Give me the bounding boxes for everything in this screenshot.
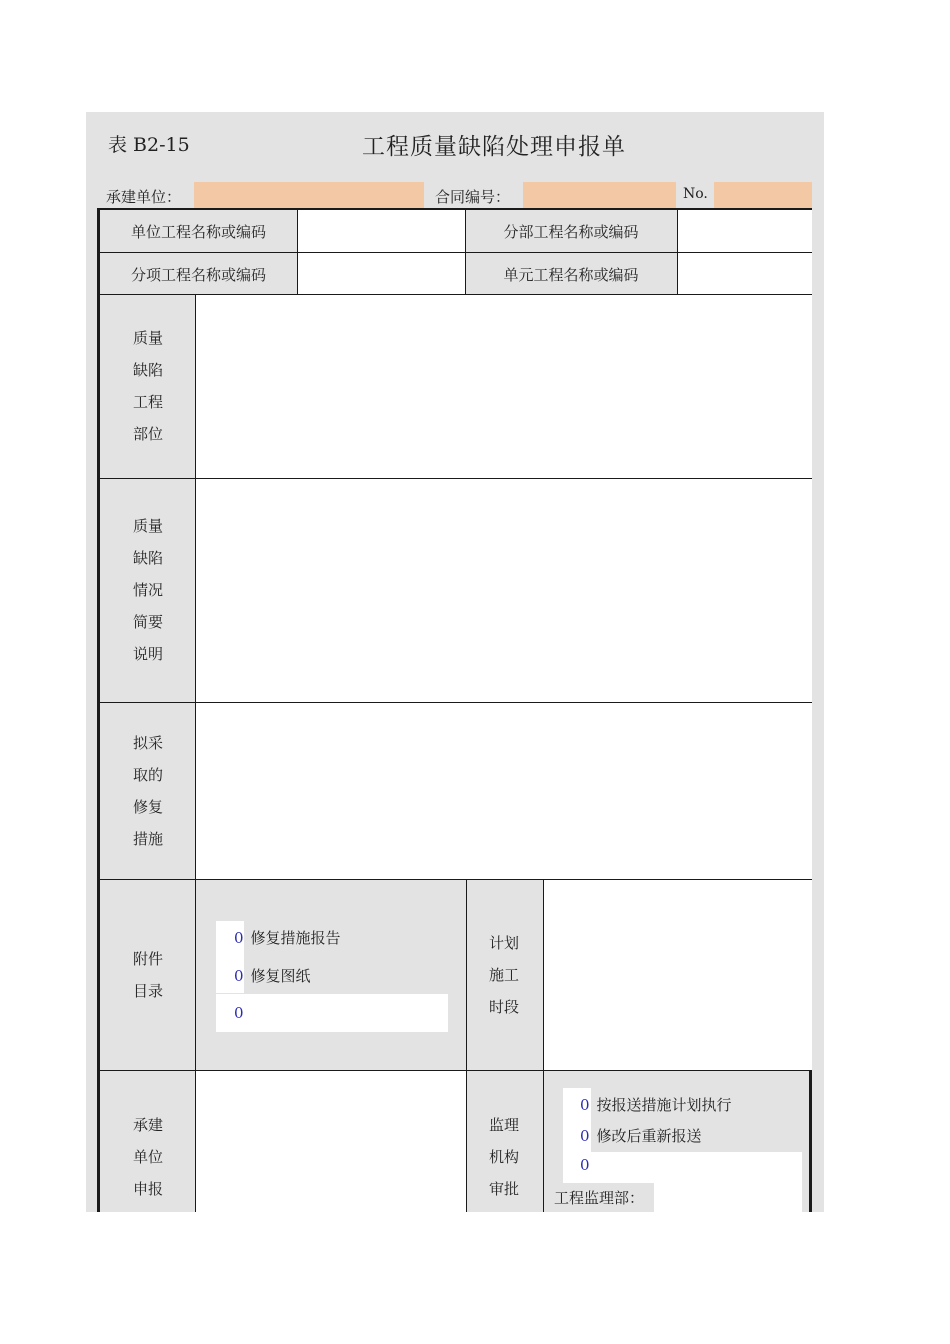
repair-measures-label [128, 727, 168, 855]
element-project-label: 单元工程名称或编码 [503, 266, 639, 284]
contractor-field[interactable] [194, 182, 424, 208]
label-line: 取的 [132, 766, 163, 784]
division-project-label: 分部工程名称或编码 [503, 223, 639, 241]
label-line: 质量 [132, 329, 163, 347]
division-project-input[interactable] [677, 210, 812, 252]
label-line: 拟采 [132, 734, 163, 752]
grid-line [465, 210, 466, 294]
grid-line [100, 702, 812, 703]
option-label: 修复图纸 [250, 967, 311, 985]
label-line: 简要 [132, 613, 163, 631]
label-line: 施工 [488, 966, 519, 984]
supervision-approval-label [484, 1109, 524, 1205]
label-line: 审批 [488, 1180, 519, 1198]
form-title: 工程质量缺陷处理申报单 [362, 134, 626, 160]
contract-no-field[interactable] [523, 182, 676, 208]
defect-location-input[interactable] [196, 294, 812, 478]
item-project-label: 分项工程名称或编码 [130, 266, 266, 284]
contractor-declaration-label [128, 1109, 168, 1205]
label-line: 质量 [132, 517, 163, 535]
grid-line [297, 210, 298, 294]
label-line: 说明 [132, 645, 163, 663]
label-line: 时段 [488, 998, 519, 1016]
label-line: 计划 [488, 934, 519, 952]
attachments-label [128, 943, 168, 1007]
no-field[interactable] [714, 182, 812, 208]
grid-line [677, 210, 678, 294]
label-line: 附件 [132, 950, 163, 968]
element-project-input[interactable] [677, 252, 812, 294]
grid-line [100, 294, 812, 295]
grid-line [100, 478, 812, 479]
label-line: 机构 [488, 1148, 519, 1166]
contractor-label: 承建单位： [106, 188, 182, 206]
label-line: 承建 [132, 1116, 163, 1134]
defect-description-input[interactable] [196, 478, 812, 702]
label-line: 申报 [132, 1180, 163, 1198]
label-line: 目录 [132, 982, 163, 1000]
label-line: 单位 [132, 1148, 163, 1166]
label-line: 监理 [488, 1116, 519, 1134]
supervisor-label: 工程监理部： [554, 1189, 645, 1207]
form-code: 表 B2-15 [108, 134, 190, 156]
defect-description-label [128, 510, 168, 670]
unit-project-input[interactable] [297, 210, 465, 252]
approval-option-resubmit[interactable] [580, 1125, 702, 1146]
approval-option-other[interactable] [580, 1156, 597, 1174]
form-grid [97, 208, 812, 1212]
option-checkbox[interactable]: 0 [234, 1004, 244, 1022]
title-row [86, 112, 824, 178]
item-project-input[interactable] [297, 252, 465, 294]
attachment-option-report[interactable] [234, 927, 341, 948]
grid-line [195, 294, 196, 1212]
grid-line [466, 879, 467, 1212]
option-checkbox[interactable]: 0 [580, 1156, 590, 1174]
attachment-option-drawings[interactable] [234, 965, 311, 986]
label-line: 缺陷 [132, 549, 163, 567]
plan-period-input[interactable] [544, 879, 812, 1070]
plan-period-label [484, 927, 524, 1023]
no-label: No. [683, 186, 708, 202]
label-line: 措施 [132, 830, 163, 848]
form-sheet [86, 112, 824, 1212]
attachment-option-other[interactable] [234, 1004, 251, 1022]
option-checkbox[interactable]: 0 [234, 967, 244, 985]
option-label: 修复措施报告 [250, 929, 341, 947]
option-checkbox[interactable]: 0 [234, 929, 244, 947]
option-checkbox[interactable]: 0 [580, 1096, 590, 1114]
defect-location-label [128, 322, 168, 450]
label-line: 修复 [132, 798, 163, 816]
option-label: 修改后重新报送 [596, 1127, 702, 1145]
grid-line [100, 252, 812, 253]
label-line: 缺陷 [132, 361, 163, 379]
contractor-declaration-input[interactable] [196, 1070, 466, 1212]
grid-line [543, 879, 544, 1212]
contract-no-label: 合同编号： [435, 188, 511, 206]
grid-line [100, 1070, 812, 1071]
repair-measures-input[interactable] [196, 702, 812, 879]
option-checkbox[interactable]: 0 [580, 1127, 590, 1145]
option-label: 按报送措施计划执行 [596, 1096, 732, 1114]
approval-option-execute[interactable] [580, 1094, 732, 1115]
label-line: 工程 [132, 393, 163, 411]
label-line: 部位 [132, 425, 163, 443]
attachment-other-field[interactable] [216, 994, 448, 1032]
grid-line [100, 879, 812, 880]
label-line: 情况 [132, 581, 163, 599]
unit-project-label: 单位工程名称或编码 [130, 223, 266, 241]
